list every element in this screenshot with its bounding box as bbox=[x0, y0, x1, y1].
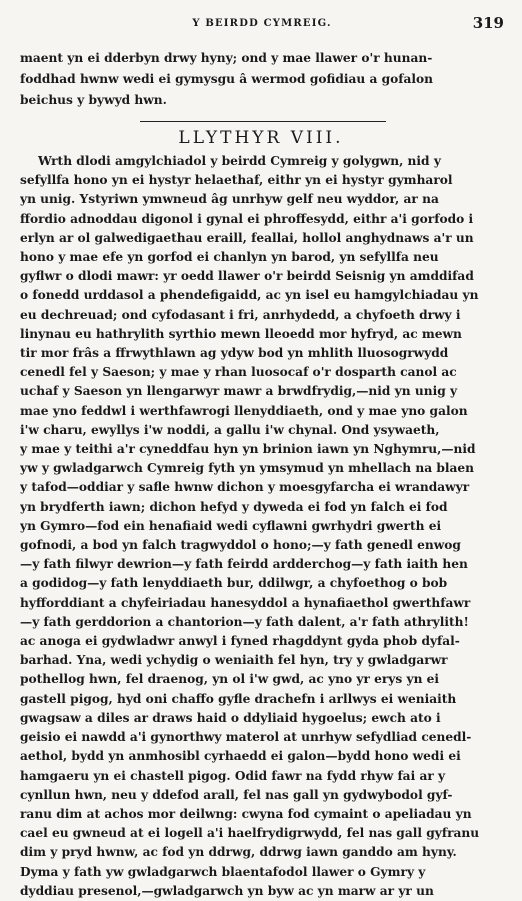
text-line: yn Gymro—fod ein henafiaid wedi cyflawni gwrhydri gwerth ei bbox=[20, 518, 442, 533]
text-line: o fonedd urddasol a phendefigaidd, ac yn isel eu hamgylchiadau yn bbox=[20, 288, 479, 303]
text-line: maent yn ei dderbyn drwy hyny; ond y mae llawer o'r hunan- bbox=[20, 51, 433, 65]
text-line: geisio ei nawdd a'i gynorthwy materol at unrhyw sefydliad cenedl- bbox=[20, 730, 472, 745]
text-line: cenedl fel y Saeson; y mae y rhan luosocaf o'r dosparth canol ac bbox=[20, 365, 457, 380]
text-line: Wrth dlodi amgylchiadol y beirdd Cymreig y golygwn, nid y bbox=[38, 154, 441, 168]
text-line: linynau eu hathrylith syrthio mewn lleoedd mor hyfryd, ac mewn bbox=[20, 326, 462, 341]
opening-paragraph bbox=[20, 48, 504, 111]
text-line: yn brydferth iawn; dichon hefyd y dyweda ei fod yn falch ei fod bbox=[20, 499, 448, 514]
text-line: dim y pryd hwnw, ac fod yn ddrwg, ddrwg iawn ganddo am hyny. bbox=[20, 845, 457, 860]
text-line: uchaf y Saeson yn llengarwyr mawr a brwdfrydig,—nid yn unig y bbox=[20, 384, 458, 399]
page-header bbox=[20, 14, 504, 36]
page-number: 319 bbox=[472, 14, 504, 32]
text-line: gwagsaw a diles ar draws haid o ddyliaid hygoelus; ewch ato i bbox=[20, 710, 441, 725]
text-line: a godidog—y fath lenyddiaeth bur, ddilwgr, a chyfoethog o bob bbox=[20, 576, 448, 591]
text-line: —y fath gerddorion a chantorion—y fath dalent, a'r fath athrylith! bbox=[20, 614, 469, 629]
text-line: aethol, bydd yn anmhosibl cyrhaedd ei galon—bydd hono wedi ei bbox=[20, 749, 461, 764]
text-line: yn unig. Ystyriwn ymwneud âg unrhyw gelf neu wyddor, ar na bbox=[20, 192, 439, 207]
letter-body bbox=[20, 152, 504, 901]
text-line: yw y gwladgarwch Cymreig fyth yn ymsymud yn mhellach na blaen bbox=[20, 461, 475, 476]
text-line: hamgaeru yn ei chastell pigog. Odid fawr na fydd rhyw fai ar y bbox=[20, 768, 446, 783]
text-line: barhad. Yna, wedi ychydig o weniaith fel hyn, try y gwladgarwr bbox=[20, 653, 448, 668]
text-line: cael eu gwneud at ei logell a'i haelfrydigrwydd, fel nas gall gyfranu bbox=[20, 826, 480, 841]
letter-heading: LLYTHYR VIII. bbox=[178, 128, 344, 148]
text-line: beichus y bywyd hwn. bbox=[20, 93, 167, 107]
text-line: gyflwr o dlodi mawr: yr oedd llawer o'r beirdd Seisnig yn amddifad bbox=[20, 269, 474, 284]
text-line: pothellog hwn, fel draenog, yn ol i'w gwd, ac yno yr erys yn ei bbox=[20, 672, 440, 687]
text-line: tir mor frâs a ffrwythlawn ag ydyw bod yn mhlith lluosogrwydd bbox=[20, 346, 449, 361]
text-line: y tafod—oddiar y safle hwnw dichon y moesgyfarcha ei wrandawyr bbox=[20, 480, 470, 495]
text-line: foddhad hwnw wedi ei gymysgu â wermod gofidiau a gofalon bbox=[20, 72, 434, 86]
text-line: erlyn ar ol galwedigaethau eraill, feallai, hollol anghydnaws a'r un bbox=[20, 230, 474, 245]
text-line: hyfforddiant a chyfeiriadau hanesyddol a hynafiaethol gwerthfawr bbox=[20, 595, 471, 610]
text-line: dyddiau presenol,—gwladgarwch yn byw ac yn marw ar yr un bbox=[20, 883, 434, 898]
text-line: hono y mae efe yn gorfod ei chanlyn yn barod, yn sefyllfa neu bbox=[20, 250, 439, 265]
text-line: —y fath filwyr dewrion—y fath feirdd ardderchog—y fath iaith hen bbox=[20, 557, 468, 572]
text-line: ac anoga ei gydwladwr anwyl i fyned rhagddynt gyda phob dyfal- bbox=[20, 634, 460, 649]
running-title: Y BEIRDD CYMREIG. bbox=[192, 18, 332, 29]
text-line: gastell pigog, hyd oni chaffo gyfle drachefn i arllwys ei weniaith bbox=[20, 691, 457, 706]
text-line: Dyma y fath yw gwladgarwch blaentafodol llawer o Gymry y bbox=[20, 864, 426, 879]
text-line: mae yno feddwl i werthfawrogi llenyddiaeth, ond y mae yno galon bbox=[20, 403, 468, 418]
text-line: cynllun hwn, neu y ddefod arall, fel nas gall yn gydwybodol gyf- bbox=[20, 787, 453, 802]
text-line: eu dechreuad; ond cyfodasant i fri, anrhydedd, a chyfoeth drwy i bbox=[20, 307, 461, 322]
section-divider bbox=[140, 121, 386, 122]
text-line: ffordio adnoddau digonol i gynal ei phroffesydd, eithr a'i gorfodo i bbox=[20, 211, 474, 226]
text-line: sefyllfa hono yn ei hystyr helaethaf, eithr yn ei hystyr gymharol bbox=[20, 173, 453, 188]
text-line: y mae y teithi a'r cyneddfau hyn yn brinion iawn yn Nghymru,—nid bbox=[20, 442, 476, 457]
text-line: i'w charu, ewyllys i'w noddi, a gallu i'w chynal. Ond ysywaeth, bbox=[20, 422, 440, 437]
text-line: ranu dim at achos mor deilwng: cwyna fod cymaint o apeliadau yn bbox=[20, 806, 472, 821]
text-line: gofnodi, a bod yn falch tragwyddol o hono;—y fath genedl enwog bbox=[20, 538, 461, 553]
